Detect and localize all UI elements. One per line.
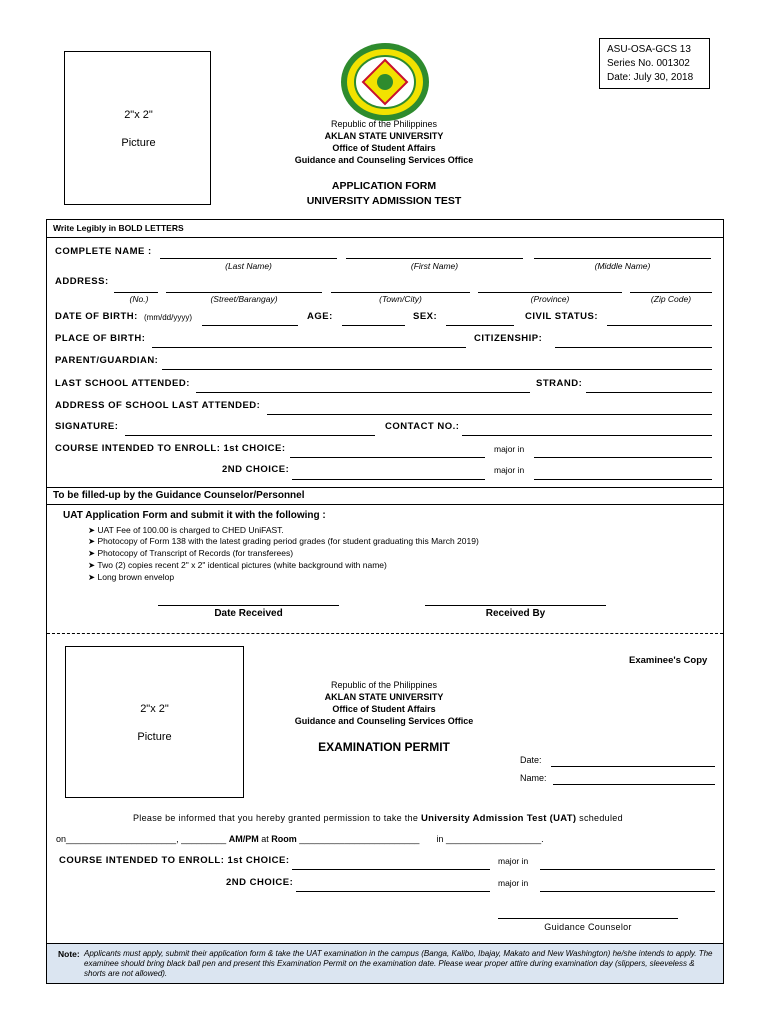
permit-course-second-major-field[interactable] xyxy=(540,891,715,892)
course-second-label: 2ND CHOICE: xyxy=(222,464,290,475)
republic-text: Republic of the Philippines xyxy=(330,119,438,129)
contact-field[interactable] xyxy=(462,435,712,436)
permit-info-bold: University Admission Test (UAT) xyxy=(420,813,577,824)
requirement-item xyxy=(88,526,284,535)
last-school-label: LAST SCHOOL ATTENDED: xyxy=(55,378,190,389)
arrow-bullet-icon: ➤ xyxy=(88,548,96,558)
civil-status-field[interactable] xyxy=(607,325,712,326)
dob-field[interactable] xyxy=(202,325,298,326)
address-no-field[interactable] xyxy=(114,292,158,293)
age-label: AGE: xyxy=(307,311,333,322)
note-label: Note: xyxy=(58,949,80,959)
pob-label: PLACE OF BIRTH: xyxy=(55,333,146,344)
photo-label: Picture xyxy=(121,137,156,149)
instruction-divider xyxy=(47,237,723,238)
address-street-field[interactable] xyxy=(166,292,322,293)
permit-room-blank: ________________________ xyxy=(299,834,420,844)
middle-name-field[interactable] xyxy=(534,258,711,259)
sex-label: SEX: xyxy=(413,311,438,322)
signature-field[interactable] xyxy=(125,435,375,436)
date-received-field[interactable] xyxy=(158,605,339,606)
address-province-field[interactable] xyxy=(478,292,622,293)
permit-course-first-major-label: major in xyxy=(498,856,529,866)
permit-date-field[interactable] xyxy=(551,766,715,767)
permit-course-second-field[interactable] xyxy=(296,891,490,892)
parent-field[interactable] xyxy=(162,369,712,370)
contact-label: CONTACT NO.: xyxy=(385,421,460,432)
permit-name-label: Name: xyxy=(520,773,547,783)
requirement-text: Photocopy of Transcript of Records (for transferees) xyxy=(97,548,294,558)
requirement-item xyxy=(88,549,293,558)
arrow-bullet-icon: ➤ xyxy=(88,536,96,546)
office-name: Office of Student Affairs xyxy=(332,143,436,153)
course-first-major-field[interactable] xyxy=(534,457,712,458)
counselor-top-divider xyxy=(47,487,723,488)
requirement-text: Two (2) copies recent 2" x 2" identical pictures (white background with name) xyxy=(97,560,387,570)
permit-photo-size: 2"x 2" xyxy=(140,703,169,715)
note-box xyxy=(47,943,723,983)
permit-schedule-line xyxy=(56,835,544,844)
control-box xyxy=(599,38,710,89)
counselor-bottom-divider xyxy=(47,504,723,505)
permit-course-first-label: COURSE INTENDED TO ENROLL: 1st CHOICE: xyxy=(59,855,290,866)
permit-course-second-label: 2ND CHOICE: xyxy=(226,877,294,888)
form-subtitle: UNIVERSITY ADMISSION TEST xyxy=(306,195,462,207)
permit-info-post: scheduled xyxy=(579,813,623,823)
photo-size: 2"x 2" xyxy=(124,109,153,121)
address-province-caption: (Province) xyxy=(530,294,570,304)
permit-name-field[interactable] xyxy=(553,784,715,785)
university-name: AKLAN STATE UNIVERSITY xyxy=(324,131,444,141)
form-title: APPLICATION FORM xyxy=(331,180,437,192)
sex-field[interactable] xyxy=(446,325,514,326)
permit-on-blank: on______________________, _________ xyxy=(56,834,227,844)
permit-in-blank: ___________________. xyxy=(445,834,544,844)
counselor-subheading: UAT Application Form and submit it with the following : xyxy=(63,510,326,521)
permit-info-text xyxy=(133,814,623,824)
department-name: Guidance and Counseling Services Office xyxy=(294,155,474,165)
age-field[interactable] xyxy=(342,325,405,326)
cut-line xyxy=(47,633,723,634)
course-second-field[interactable] xyxy=(292,479,485,480)
requirement-text: Long brown envelop xyxy=(97,572,175,582)
permit-republic-text: Republic of the Philippines xyxy=(330,680,438,690)
guidance-counselor-label: Guidance Counselor xyxy=(544,922,632,932)
date-received-label: Date Received xyxy=(214,608,283,619)
address-town-caption: (Town/City) xyxy=(379,294,422,304)
parent-label: PARENT/GUARDIAN: xyxy=(55,355,159,366)
control-code: ASU-OSA-GCS 13 xyxy=(607,44,691,55)
arrow-bullet-icon: ➤ xyxy=(88,560,96,570)
school-address-field[interactable] xyxy=(267,414,712,415)
permit-in: in xyxy=(436,834,444,844)
course-second-major-field[interactable] xyxy=(534,479,712,480)
signature-label: SIGNATURE: xyxy=(55,421,119,432)
permit-date-label: Date: xyxy=(520,755,542,765)
permit-ampm: AM/PM xyxy=(228,834,259,844)
instruction-text: Write Legibly in BOLD LETTERS xyxy=(53,223,184,233)
permit-course-first-field[interactable] xyxy=(292,869,490,870)
requirement-text: Photocopy of Form 138 with the latest grading period grades (for student graduating this March 2019) xyxy=(97,536,479,546)
counselor-heading: To be filled-up by the Guidance Counselor/Personnel xyxy=(53,490,305,501)
pob-field[interactable] xyxy=(152,347,466,348)
university-seal xyxy=(340,42,430,122)
control-series: Series No. 001302 xyxy=(607,58,690,69)
first-name-caption: (First Name) xyxy=(410,261,459,271)
permit-info-pre: Please be informed that you hereby granted permission to take the xyxy=(133,813,419,823)
last-name-caption: (Last Name) xyxy=(225,261,272,271)
arrow-bullet-icon: ➤ xyxy=(88,525,96,535)
permit-course-second-major-label: major in xyxy=(498,878,529,888)
permit-university-name: AKLAN STATE UNIVERSITY xyxy=(324,692,444,702)
permit-course-first-major-field[interactable] xyxy=(540,869,715,870)
permit-photo-label: Picture xyxy=(137,731,172,743)
address-label: ADDRESS: xyxy=(55,276,109,287)
photo-box xyxy=(64,51,211,205)
course-first-major-label: major in xyxy=(494,444,525,454)
arrow-bullet-icon: ➤ xyxy=(88,572,96,582)
permit-photo-box xyxy=(65,646,244,798)
school-address-label: ADDRESS OF SCHOOL LAST ATTENDED: xyxy=(55,400,261,411)
course-first-label: COURSE INTENDED TO ENROLL: 1st CHOICE: xyxy=(55,443,286,454)
last-school-field[interactable] xyxy=(196,392,530,393)
strand-label: STRAND: xyxy=(536,378,583,389)
requirement-item xyxy=(88,573,174,582)
requirement-item xyxy=(88,561,387,570)
first-name-field[interactable] xyxy=(346,258,523,259)
citizenship-label: CITIZENSHIP: xyxy=(474,333,543,344)
received-by-label: Received By xyxy=(485,608,546,619)
dob-label: DATE OF BIRTH: xyxy=(55,311,138,322)
permit-room-label: Room xyxy=(271,834,297,844)
citizenship-field[interactable] xyxy=(555,347,712,348)
note-text: Applicants must apply, submit their application form & take the UAT examination in the campus (Banga, Kalibo, Ibajay, Makato and New Washington) he/she intends to apply. The examinee should bring black ball pen and present this Examination Permit on the examination date. Please wear proper attire during examination day (slippers, sleeveless & shorts are not allowed). xyxy=(84,949,713,978)
course-second-major-label: major in xyxy=(494,465,525,475)
address-zip-field[interactable] xyxy=(630,292,712,293)
civil-status-label: CIVIL STATUS: xyxy=(525,311,598,322)
requirement-text: UAT Fee of 100.00 is charged to CHED UniFAST. xyxy=(97,525,284,535)
last-name-field[interactable] xyxy=(160,258,337,259)
complete-name-label: COMPLETE NAME : xyxy=(55,246,152,257)
requirement-item xyxy=(88,537,479,546)
dob-format: (mm/dd/yyyy) xyxy=(144,313,192,322)
permit-office-name: Office of Student Affairs xyxy=(332,704,436,714)
permit-department-name: Guidance and Counseling Services Office xyxy=(294,716,474,726)
guidance-counselor-signature[interactable] xyxy=(498,918,678,919)
course-first-field[interactable] xyxy=(290,457,485,458)
control-date: Date: July 30, 2018 xyxy=(607,72,694,83)
strand-field[interactable] xyxy=(586,392,712,393)
permit-title: EXAMINATION PERMIT xyxy=(318,740,450,754)
examinee-copy-label: Examinee's Copy xyxy=(629,655,708,666)
permit-at: at xyxy=(261,834,269,844)
address-no-caption: (No.) xyxy=(129,294,149,304)
address-street-caption: (Street/Barangay) xyxy=(210,294,278,304)
middle-name-caption: (Middle Name) xyxy=(594,261,651,271)
address-town-field[interactable] xyxy=(331,292,470,293)
received-by-field[interactable] xyxy=(425,605,606,606)
address-zip-caption: (Zip Code) xyxy=(650,294,692,304)
